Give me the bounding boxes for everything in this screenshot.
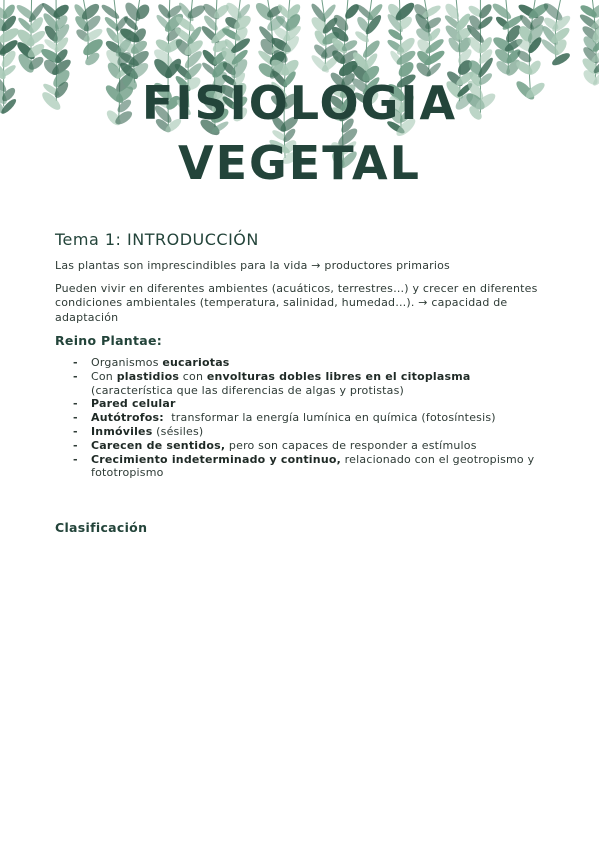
bullet-dash: - [73, 369, 78, 383]
bullet-dash: - [73, 397, 78, 411]
adaptation-paragraph: Pueden vivir en diferentes ambientes (acuáticos, terrestres…) y crecer en diferentes condiciones ambientales (temperatura, salinidad, humedad…). → capacidad de adaptación [55, 281, 538, 324]
bullet-dash: - [73, 452, 78, 466]
list-item: - Autótrofos: transformar la energía lumínica en química (fotosíntesis) [73, 411, 496, 425]
bullet-dash: - [73, 356, 78, 369]
bullet-dash: - [73, 438, 78, 452]
bullet-dash: - [73, 424, 78, 438]
list-item: - Pared celular [73, 397, 176, 411]
list-item: - Inmóviles (sésiles) [73, 424, 204, 438]
list-item: - Con plastidios con envolturas dobles libres en el citoplasma (característica que las diferencias de algas y protistas) [73, 369, 471, 397]
intro-paragraph: Las plantas son imprescindibles para la vida → productores primarios [55, 259, 450, 272]
document-title-line2: VEGETAL [178, 136, 421, 190]
section-heading: Reino Plantae: [55, 333, 163, 348]
plantae-characteristics-list [55, 356, 555, 480]
list-item: - Carecen de sentidos, pero son capaces de responder a estímulos [73, 438, 477, 452]
list-item: - Crecimiento indeterminado y continuo, relacionado con el geotropismo y fototropismo [73, 452, 535, 480]
document-body [55, 230, 555, 535]
topic-heading: Tema 1: INTRODUCCIÓN [55, 230, 259, 249]
classification-heading: Clasificación [55, 520, 148, 536]
list-item: - Organismos eucariotas [73, 356, 230, 369]
bullet-dash: - [73, 411, 78, 425]
leaf-icon [100, 3, 121, 21]
document-title-line1: FISIOLOGIA [141, 76, 458, 130]
